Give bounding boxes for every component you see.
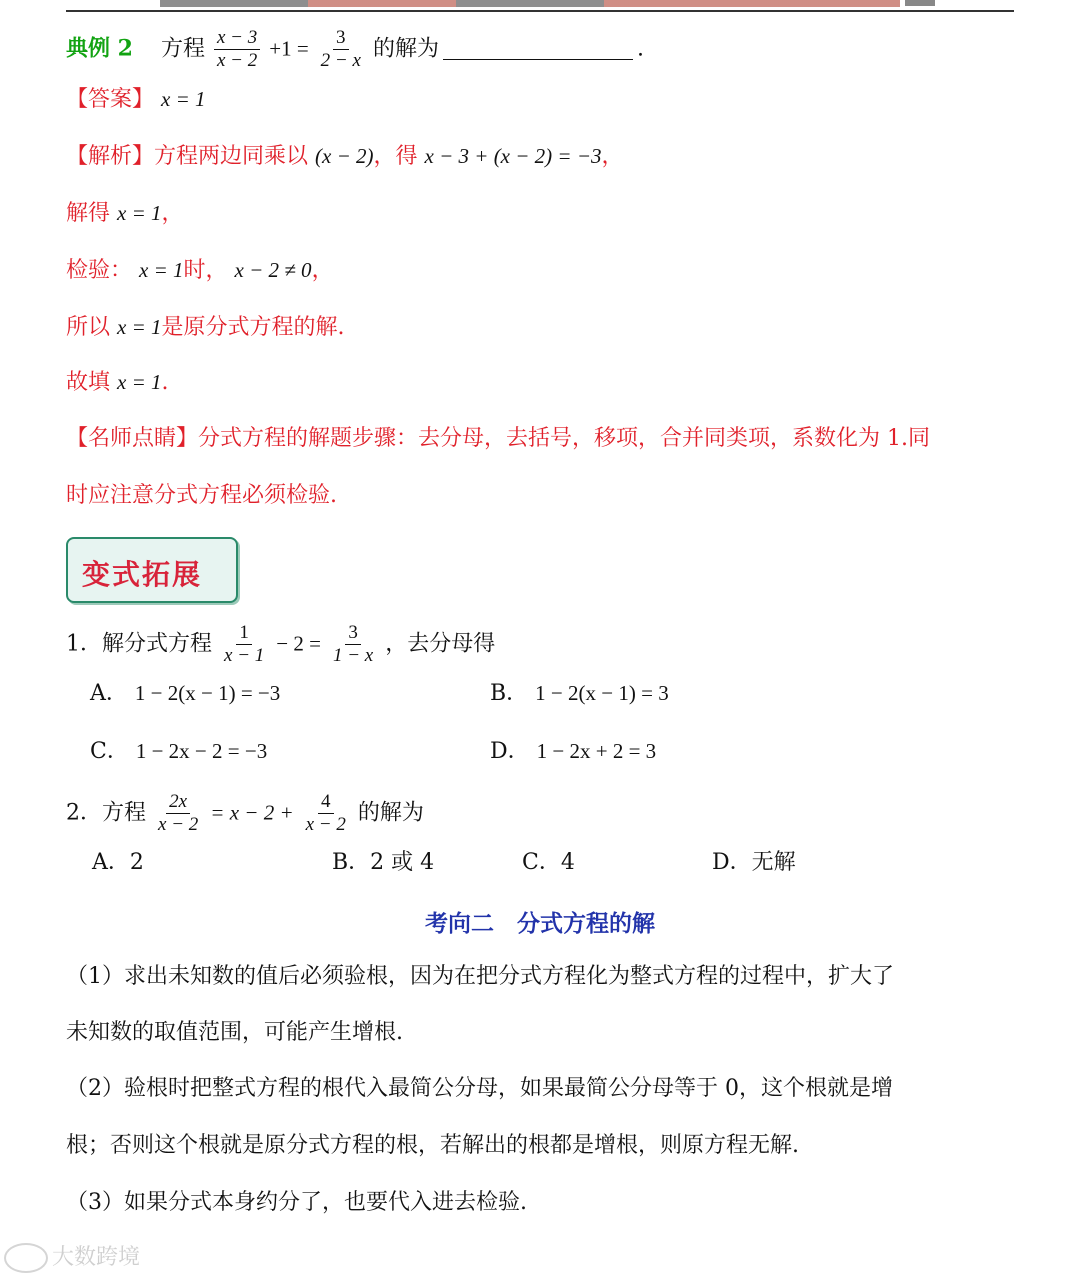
q1-option-d[interactable]: D． 1 − 2x + 2 = 3 [490,739,657,764]
tip-line-1: 【名师点睛】分式方程的解题步骤：去分母，去括号，移项，合并同类项，系数化为 1.同 [66,426,930,451]
conclusion-line: 所以 x = 1是原分式方程的解. [66,315,345,340]
example-2-line: 典例 2 方程 $\frac{x - 3}{x - 2}$ +1 = $\frac{3}{2 - x}$ 的解为 . [66,27,644,71]
q2-fraction-2: $\frac{4}{x - 2}$ [305,791,346,835]
watermark-logo-icon [4,1243,48,1273]
solve-line: 解得 x = 1， [66,201,184,226]
answer-tag: 【答案】 [66,87,155,112]
header-strip [160,0,900,7]
point-line-2: 未知数的取值范围，可能产生增根. [66,1020,403,1045]
point-line-3: （2）验根时把整式方程的根代入最简公分母，如果最简公分母等于 0，这个根就是增 [66,1076,893,1101]
variant-badge: 变式拓展 [66,537,238,603]
question-1: 1．解分式方程 $\frac{1}{x - 1}$ − 2 = $\frac{3}{1 - x}$ ，去分母得 [66,622,496,666]
q1-option-c[interactable]: C． 1 − 2x − 2 = −3 [90,739,268,764]
header-rule [66,10,1014,12]
qr-code-icon [905,0,935,6]
example-lead: 方程 [160,36,205,62]
fraction-1: $\frac{x - 3}{x - 2}$ [214,27,260,72]
question-2: 2．方程 $\frac{2x}{x - 2}$ = x − 2 + $\frac{4}{x - 2}$ 的解为 [66,791,424,835]
example-label: 典例 2 [66,35,133,62]
q2-option-a[interactable]: A．2 [92,850,144,875]
q2-option-c[interactable]: C．4 [522,850,575,875]
answer-value: x = 1 [161,87,206,111]
q1-option-a[interactable]: A． 1 − 2(x − 1) = −3 [90,681,281,706]
q1-fraction-1: $\frac{1}{x - 1}$ [224,622,265,666]
check-line: 检验： x = 1时， x − 2 ≠ 0， [66,258,334,283]
q2-option-b[interactable]: B．2 或 4 [332,850,435,875]
q1-fraction-2: $\frac{3}{1 - x}$ [332,622,374,666]
point-line-4: 根；否则这个根就是原分式方程的根，若解出的根都是增根，则原方程无解. [66,1133,799,1158]
answer-line [66,84,206,115]
tip-line-2: 时应注意分式方程必须检验. [66,483,337,508]
q2-fraction-1: $\frac{2x}{x - 2}$ [158,791,199,835]
watermark: 大数跨境 [4,1240,140,1273]
q2-option-d[interactable]: D．无解 [712,850,796,875]
point-line-1: （1）求出未知数的值后必须验根，因为在把分式方程化为整式方程的过程中，扩大了 [66,964,894,989]
point-line-5: （3）如果分式本身约分了，也要代入进去检验. [66,1190,527,1215]
fraction-2: $\frac{3}{2 - x}$ [320,27,361,71]
analysis-line: 【解析】方程两边同乘以 (x − 2)，得 x − 3 + (x − 2) = −3， [66,144,624,169]
answer-blank [443,37,633,60]
section-title: 考向二 分式方程的解 [425,911,655,937]
q1-option-b[interactable]: B． 1 − 2(x − 1) = 3 [490,681,669,706]
fill-line: 故填 x = 1. [66,370,169,395]
